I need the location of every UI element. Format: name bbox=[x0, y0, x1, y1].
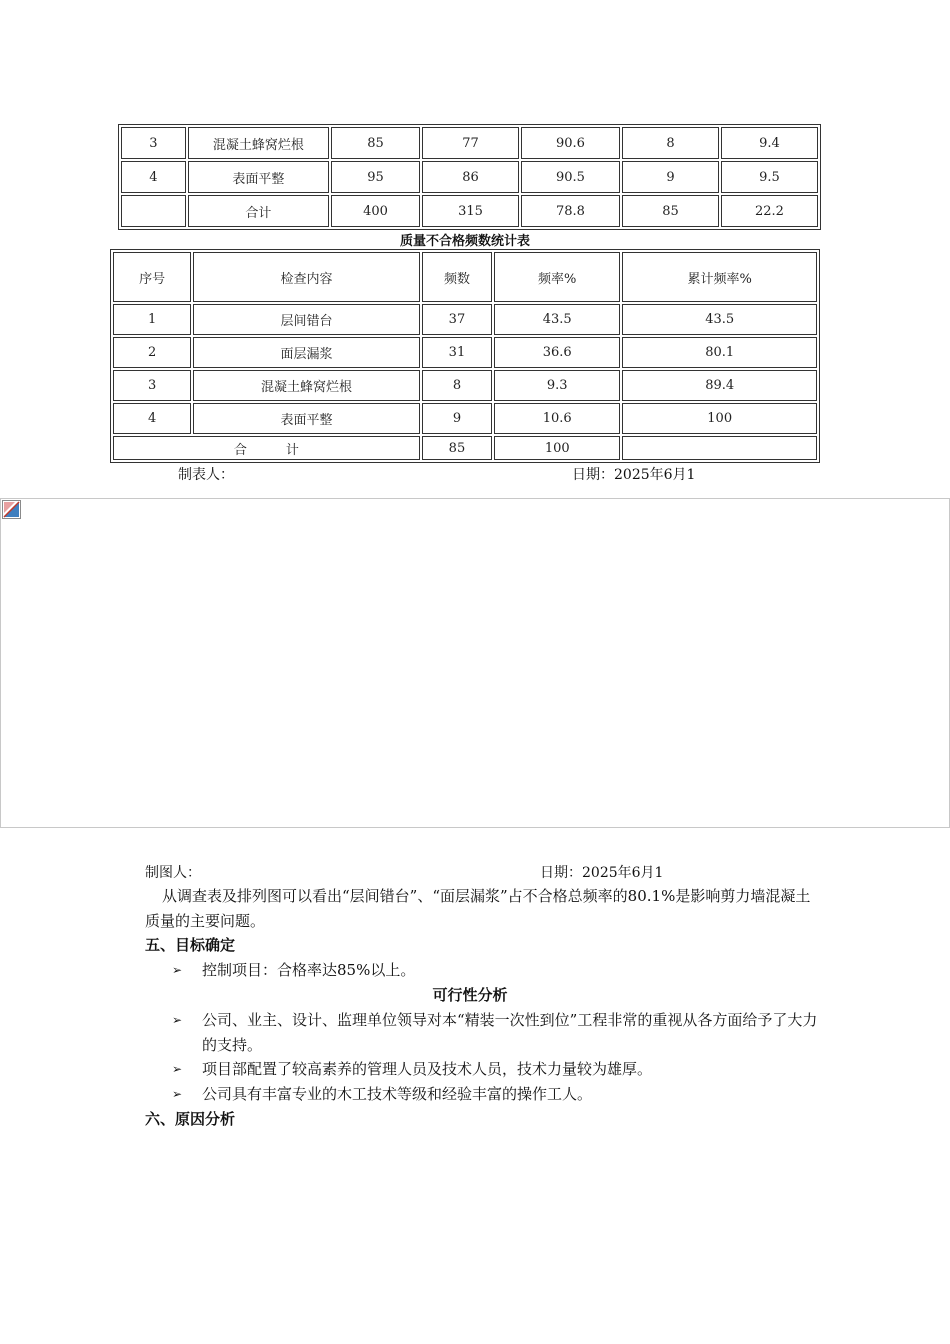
defect-frequency-table bbox=[110, 249, 820, 463]
table-cell: 100 bbox=[622, 403, 817, 434]
table-cell: 36.6 bbox=[494, 337, 620, 368]
section-heading: 五、目标确定 bbox=[145, 936, 236, 954]
table-cell bbox=[121, 195, 186, 227]
table-cell: 面层漏浆 bbox=[193, 337, 420, 368]
table-cell: 85 bbox=[331, 127, 420, 159]
table-date: 日期：2025年6月1 bbox=[572, 467, 696, 483]
table-cell: 8 bbox=[422, 370, 492, 401]
subsection-title: 可行性分析 bbox=[432, 986, 508, 1004]
table-cell: 89.4 bbox=[622, 370, 817, 401]
table-cell: 22.2 bbox=[721, 195, 818, 227]
table-cell: 4 bbox=[113, 403, 191, 434]
chart-date: 日期：2025年6月1 bbox=[540, 865, 664, 881]
table-cell: 315 bbox=[422, 195, 519, 227]
list-item bbox=[172, 1082, 822, 1107]
table-cell: 9.4 bbox=[721, 127, 818, 159]
table-row bbox=[113, 370, 817, 401]
table-row bbox=[113, 337, 817, 368]
total-label-cell: 合 计 bbox=[113, 436, 420, 460]
table-cell: 1 bbox=[113, 304, 191, 335]
bullet-arrow-icon: ➢ bbox=[172, 1062, 183, 1076]
table-row bbox=[113, 304, 817, 335]
bullet-arrow-icon: ➢ bbox=[172, 1087, 183, 1101]
table-cell: 8 bbox=[622, 127, 719, 159]
table-cell: 表面平整 bbox=[188, 161, 329, 193]
table-maker-label: 制表人： bbox=[178, 467, 234, 483]
table-cell: 10.6 bbox=[494, 403, 620, 434]
table-header-row bbox=[113, 252, 817, 302]
table-cell: 9.3 bbox=[494, 370, 620, 401]
pareto-chart-image bbox=[0, 498, 950, 828]
table-cell: 4 bbox=[121, 161, 186, 193]
table-cell: 31 bbox=[422, 337, 492, 368]
bullet-arrow-icon: ➢ bbox=[172, 963, 183, 977]
table-cell: 85 bbox=[422, 436, 492, 460]
table-cell: 77 bbox=[422, 127, 519, 159]
table-total-row bbox=[113, 436, 817, 460]
table-cell: 85 bbox=[622, 195, 719, 227]
table-title: 质量不合格频数统计表 bbox=[399, 234, 530, 249]
column-header: 检查内容 bbox=[193, 252, 420, 302]
broken-image-icon bbox=[2, 500, 21, 519]
table-row bbox=[121, 161, 818, 193]
table-cell: 86 bbox=[422, 161, 519, 193]
conclusion-paragraph: 从调查表及排列图可以看出“层间错台”、“面层漏浆”占不合格总频率的80.1%是影响剪力墙混凝土质量的主要问题。 bbox=[145, 887, 811, 930]
list-item-text: 公司具有丰富专业的木工技术等级和经验丰富的操作工人。 bbox=[202, 1085, 593, 1103]
chart-maker-label: 制图人： bbox=[145, 865, 201, 881]
table-cell: 9 bbox=[622, 161, 719, 193]
inspection-table-continued bbox=[118, 124, 821, 230]
column-header: 频率% bbox=[494, 252, 620, 302]
table-cell: 78.8 bbox=[521, 195, 620, 227]
table-cell: 表面平整 bbox=[193, 403, 420, 434]
table-cell bbox=[622, 436, 817, 460]
bullet-arrow-icon: ➢ bbox=[172, 1013, 183, 1027]
table-cell: 3 bbox=[113, 370, 191, 401]
table-cell: 9 bbox=[422, 403, 492, 434]
list-item-text: 控制项目：合格率达85%以上。 bbox=[202, 961, 416, 979]
table-cell: 2 bbox=[113, 337, 191, 368]
table-cell: 合计 bbox=[188, 195, 329, 227]
table-cell: 43.5 bbox=[622, 304, 817, 335]
list-item-text: 项目部配置了较高素养的管理人员及技术人员，技术力量较为雄厚。 bbox=[202, 1060, 653, 1078]
list-item bbox=[172, 1057, 822, 1082]
table-cell: 层间错台 bbox=[193, 304, 420, 335]
table-cell: 100 bbox=[494, 436, 620, 460]
table-cell: 混凝土蜂窝烂根 bbox=[193, 370, 420, 401]
table-cell: 90.6 bbox=[521, 127, 620, 159]
table-cell: 37 bbox=[422, 304, 492, 335]
column-header: 频数 bbox=[422, 252, 492, 302]
table-cell: 3 bbox=[121, 127, 186, 159]
table-cell: 混凝土蜂窝烂根 bbox=[188, 127, 329, 159]
table-total-row bbox=[121, 195, 818, 227]
column-header: 累计频率% bbox=[622, 252, 817, 302]
column-header: 序号 bbox=[113, 252, 191, 302]
table-cell: 400 bbox=[331, 195, 420, 227]
table-cell: 80.1 bbox=[622, 337, 817, 368]
list-item bbox=[172, 958, 822, 983]
table-cell: 9.5 bbox=[721, 161, 818, 193]
table-row bbox=[113, 403, 817, 434]
list-item-text: 公司、业主、设计、监理单位领导对本“精装一次性到位”工程非常的重视从各方面给予了大力的支持。 bbox=[202, 1011, 818, 1054]
table-cell: 95 bbox=[331, 161, 420, 193]
list-item bbox=[172, 1008, 822, 1058]
section-heading: 六、原因分析 bbox=[145, 1110, 236, 1128]
table-row bbox=[121, 127, 818, 159]
table-cell: 90.5 bbox=[521, 161, 620, 193]
table-cell: 43.5 bbox=[494, 304, 620, 335]
